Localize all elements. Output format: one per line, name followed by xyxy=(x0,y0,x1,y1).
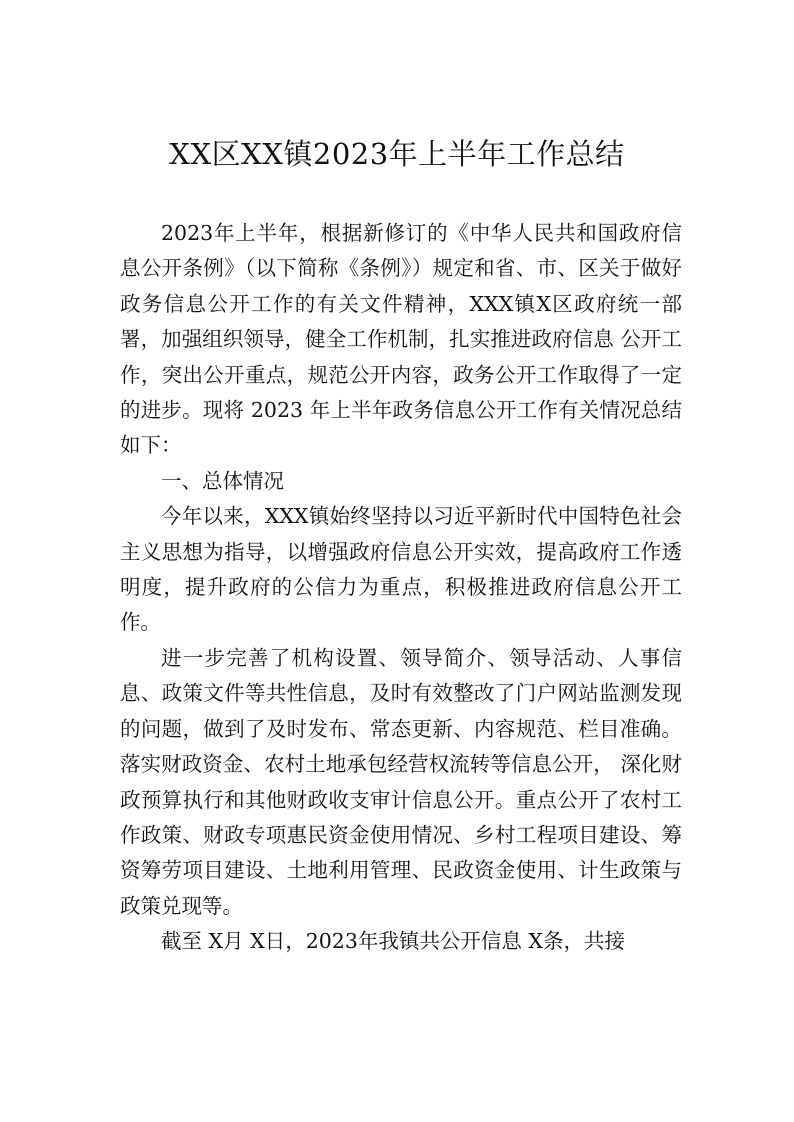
overview-paragraph: 今年以来，XXX镇始终坚持以习近平新时代中国特色社会主义思想为指导，以增强政府信息公开实效，提高政府工作透明度，提升政府的公信力为重点，积极推进政府信息公开工作。 xyxy=(120,504,682,635)
section-heading: 一、总体情况 xyxy=(161,468,284,493)
statistics-paragraph: 截至 X月 X日，2023年我镇共公开信息 X条，共接 xyxy=(161,929,626,954)
disclosure-paragraph: 进一步完善了机构设置、领导简介、领导活动、人事信息、政策文件等共性信息，及时有效整改了门户网站监测发现的问题，做到了及时发布、常态更新、内容规范、栏目准确。落实财政资金、农村土地承包经营权流转等信息公开， 深化财政预算执行和其他财政收支审计信息公开。重点公开了农村工作政策、财政专项惠民资金使用情况、乡村工程项目建设、筹资筹劳项目建设、土地利用管理、民政资金使用、计生政策与政策兑现等。 xyxy=(120,645,682,918)
document-title: XX区XX镇2023年上半年工作总结 xyxy=(169,137,625,171)
intro-paragraph: 2023年上半年，根据新修订的《中华人民共和国政府信息公开条例》（以下简称《条例》）规定和省、市、区关于做好政务信息公开工作的有关文件精神，XXX镇X区政府统一部署，加强组织领导，健全工作机制，扎实推进政府信息 公开工作，突出公开重点，规范公开内容，政务公开工作取得了一定的进步。现将 2023 年上半年政务信息公开工作有关情况总结如下： xyxy=(120,221,682,458)
document-body xyxy=(120,216,682,960)
